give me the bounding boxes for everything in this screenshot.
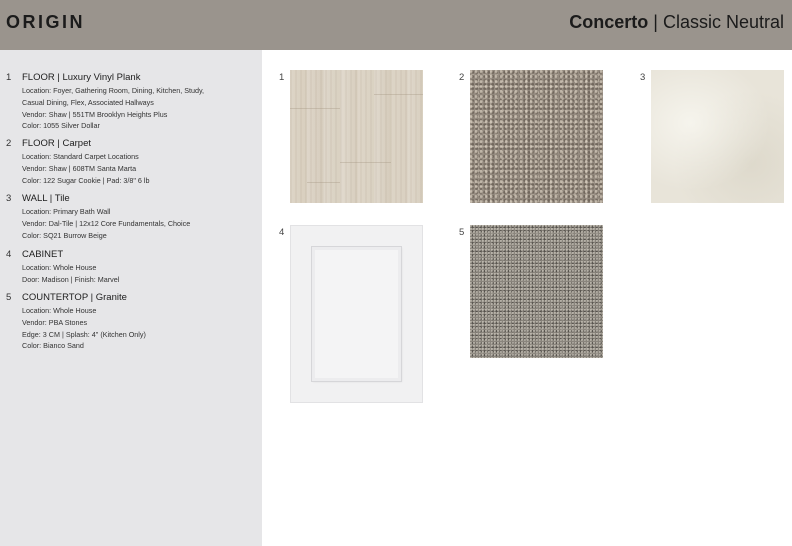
swatch-number: 3 [640,72,646,83]
item-detail-line: Door: Madison | Finish: Marvel [22,274,120,284]
carpet-swatch [470,70,603,203]
item-details [22,85,254,132]
item-number: 4 [6,249,12,260]
item-detail-line: Color: SQ21 Burrow Beige [22,230,107,240]
brand-logo: ORIGIN [6,12,86,32]
item-title: WALL | Tile [22,193,70,204]
item-detail-line: Vendor: Shaw | 608TM Santa Marta [22,163,137,173]
item-detail-line: Location: Whole House [22,306,97,315]
item-detail-line: Casual Dining, Flex, Associated Hallways [22,97,154,107]
vinyl-plank-swatch [290,70,423,203]
item-detail-line: Location: Foyer, Gathering Room, Dining, Kitchen, Study, [22,86,205,95]
wall-tile-swatch [651,70,784,203]
item-number: 5 [6,292,12,303]
item-detail-line: Edge: 3 CM | Splash: 4" (Kitchen Only) [22,329,146,339]
item-number: 3 [6,193,12,204]
selections-sidebar [0,50,262,546]
swatch-number: 2 [459,72,465,83]
item-details [22,206,254,241]
item-detail-line: Location: Primary Bath Wall [22,207,111,216]
swatch-number: 5 [459,227,465,238]
item-title: CABINET [22,249,64,260]
item-detail-line: Vendor: Dal-Tile | 12x12 Core Fundamentals, Choice [22,218,191,228]
title-separator: | [653,12,658,32]
item-detail-line: Vendor: PBA Stones [22,317,88,327]
item-detail-line: Color: 122 Sugar Cookie | Pad: 3/8" 6 lb [22,175,150,185]
scheme-name: Classic Neutral [662,12,784,32]
item-title: FLOOR | Luxury Vinyl Plank [22,72,141,83]
granite-swatch [470,225,603,358]
swatch-number: 4 [279,227,285,238]
item-details [22,262,254,286]
swatch-number: 1 [279,72,285,83]
item-number: 1 [6,72,12,83]
item-title: FLOOR | Carpet [22,138,91,149]
item-detail-line: Color: 1055 Silver Dollar [22,121,100,131]
cabinet-door-panel [312,247,401,381]
collection-name: Concerto [569,12,649,32]
item-number: 2 [6,138,12,149]
item-detail-line: Color: Bianco Sand [22,341,84,351]
item-details [22,151,254,186]
cabinet-door-swatch [290,225,423,403]
item-details [22,305,254,352]
header-bar [0,0,792,50]
collection-title [569,12,784,33]
item-title: COUNTERTOP | Granite [22,292,127,303]
item-detail-line: Location: Whole House [22,263,97,272]
item-detail-line: Location: Standard Carpet Locations [22,152,139,161]
item-detail-line: Vendor: Shaw | 551TM Brooklyn Heights Plus [22,109,168,119]
